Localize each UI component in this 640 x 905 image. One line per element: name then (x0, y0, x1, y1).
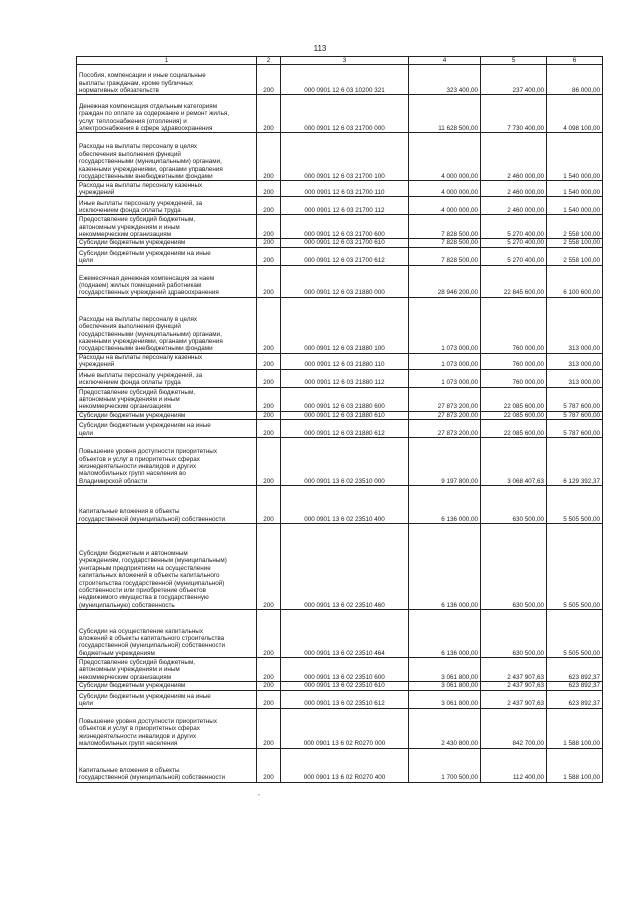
row-admin-code: 200 (257, 215, 281, 239)
row-value-col4: 4 000 000,00 (409, 133, 481, 181)
row-value-col6: 86 000,00 (547, 65, 603, 95)
row-admin-code: 200 (257, 239, 281, 247)
col-header-6: 6 (547, 57, 603, 65)
row-description: Субсидии бюджетным учреждениям (77, 239, 257, 247)
row-description: Предоставление субсидий бюджетным, автономным учреждениям и иным некоммерческим организациям (77, 215, 257, 239)
row-description: Повышение уровня доступности приоритетных объектов и услуг в приоритетных сферах жизнедеятельности инвалидов и других маломобильных групп населения (77, 708, 257, 748)
col-header-3: 3 (281, 57, 409, 65)
row-budget-code: 000 0901 12 6 03 21700 612 (281, 247, 409, 265)
row-value-col4: 27 873 200,00 (409, 420, 481, 438)
row-value-col4: 7 828 500,00 (409, 247, 481, 265)
row-value-col5: 22 085 600,00 (481, 387, 547, 411)
table-row (77, 438, 603, 486)
row-value-col5: 5 270 400,00 (481, 247, 547, 265)
row-budget-code: 000 0901 12 6 03 21880 100 (281, 297, 409, 353)
row-admin-code: 200 (257, 265, 281, 297)
row-value-col4: 4 000 000,00 (409, 181, 481, 197)
table-row (77, 181, 603, 197)
row-value-col4: 7 828 500,00 (409, 239, 481, 247)
row-value-col5: 2 437 907,63 (481, 658, 547, 682)
row-value-col6: 4 098 100,00 (547, 95, 603, 133)
row-description: Субсидии бюджетным учреждениям (77, 682, 257, 690)
row-budget-code: 000 0901 12 6 03 21880 612 (281, 420, 409, 438)
row-budget-code: 000 0901 13 6 02 R0270 400 (281, 748, 409, 782)
row-budget-code: 000 0901 12 6 03 21880 610 (281, 411, 409, 419)
row-value-col4: 1 700 500,00 (409, 748, 481, 782)
row-budget-code: 000 0901 13 6 02 23510 000 (281, 438, 409, 486)
row-description: Иные выплаты персоналу учреждений, за исключением фонда оплаты труда (77, 197, 257, 215)
row-value-col4: 11 628 500,00 (409, 95, 481, 133)
budget-table (76, 56, 603, 783)
row-value-col5: 2 460 000,00 (481, 133, 547, 181)
row-value-col4: 9 197 800,00 (409, 438, 481, 486)
row-value-col6: 623 892,37 (547, 658, 603, 682)
scan-mark: ’ (258, 793, 260, 802)
row-value-col6: 6 129 392,37 (547, 438, 603, 486)
row-value-col6: 623 892,37 (547, 682, 603, 690)
table-row (77, 297, 603, 353)
row-budget-code: 000 0901 13 6 02 23510 612 (281, 690, 409, 708)
col-header-2: 2 (257, 57, 281, 65)
row-description: Капитальные вложения в объекты государственной (муниципальной) собственности (77, 486, 257, 524)
row-budget-code: 000 0901 12 6 03 21700 610 (281, 239, 409, 247)
row-value-col4: 6 136 000,00 (409, 524, 481, 610)
row-value-col5: 22 845 600,00 (481, 265, 547, 297)
row-value-col5: 22 085 600,00 (481, 420, 547, 438)
row-value-col5: 842 700,00 (481, 708, 547, 748)
row-value-col5: 2 460 000,00 (481, 181, 547, 197)
row-description: Расходы на выплаты персоналу казенных учреждений (77, 181, 257, 197)
table-row (77, 690, 603, 708)
table-row (77, 215, 603, 239)
row-value-col4: 28 946 200,00 (409, 265, 481, 297)
row-admin-code: 200 (257, 197, 281, 215)
table-row (77, 369, 603, 387)
table-row (77, 247, 603, 265)
row-admin-code: 200 (257, 524, 281, 610)
row-value-col5: 630 500,00 (481, 524, 547, 610)
row-description: Предоставление субсидий бюджетным, автономным учреждениям и иным некоммерческим организациям (77, 658, 257, 682)
row-admin-code: 200 (257, 369, 281, 387)
table-row (77, 133, 603, 181)
row-admin-code: 200 (257, 420, 281, 438)
row-budget-code: 000 0901 13 6 02 23510 400 (281, 486, 409, 524)
row-value-col5: 760 000,00 (481, 369, 547, 387)
row-admin-code: 200 (257, 95, 281, 133)
row-admin-code: 200 (257, 65, 281, 95)
row-value-col5: 630 500,00 (481, 486, 547, 524)
table-row (77, 95, 603, 133)
table-row (77, 524, 603, 610)
row-budget-code: 000 0901 13 6 02 R0270 000 (281, 708, 409, 748)
table-row (77, 682, 603, 690)
row-value-col4: 27 873 200,00 (409, 411, 481, 419)
row-value-col5: 630 500,00 (481, 610, 547, 658)
table-row (77, 411, 603, 419)
table-row (77, 353, 603, 369)
row-value-col5: 5 270 400,00 (481, 239, 547, 247)
row-admin-code: 200 (257, 353, 281, 369)
row-value-col4: 2 430 800,00 (409, 708, 481, 748)
row-admin-code: 200 (257, 610, 281, 658)
table-row (77, 65, 603, 95)
row-admin-code: 200 (257, 748, 281, 782)
col-header-5: 5 (481, 57, 547, 65)
table-row (77, 748, 603, 782)
row-budget-code: 000 0901 12 6 03 21880 112 (281, 369, 409, 387)
row-value-col5: 237 400,00 (481, 65, 547, 95)
row-value-col6: 313 000,00 (547, 353, 603, 369)
row-value-col4: 7 828 500,00 (409, 215, 481, 239)
row-value-col6: 1 540 000,00 (547, 133, 603, 181)
row-description: Повышение уровня доступности приоритетных объектов и услуг в приоритетных сферах жизнедеятельности инвалидов и других маломобильных групп населения во Владимирской области (77, 438, 257, 486)
row-value-col4: 1 073 000,00 (409, 353, 481, 369)
row-description: Субсидии бюджетным учреждениям на иные цели (77, 247, 257, 265)
budget-table-container (76, 56, 602, 783)
row-value-col6: 5 505 500,00 (547, 610, 603, 658)
row-description: Субсидии бюджетным учреждениям на иные цели (77, 690, 257, 708)
row-budget-code: 000 0901 12 6 03 21700 000 (281, 95, 409, 133)
col-header-1: 1 (77, 57, 257, 65)
row-value-col4: 4 000 000,00 (409, 197, 481, 215)
row-value-col5: 760 000,00 (481, 353, 547, 369)
page-number: 113 (313, 44, 327, 53)
row-description: Ежемесячная денежная компенсация за наем (поднаем) жилых помещений работникам государственных учреждений здравоохранения (77, 265, 257, 297)
table-row (77, 197, 603, 215)
row-value-col4: 3 061 800,00 (409, 690, 481, 708)
row-description: Субсидии на осуществление капитальных вложений в объекты капитального строительства государственной (муниципальной) собственности бюджетным учреждениям (77, 610, 257, 658)
row-value-col6: 5 787 600,00 (547, 387, 603, 411)
column-number-row (77, 57, 603, 65)
row-description: Капитальные вложения в объекты государственной (муниципальной) собственности (77, 748, 257, 782)
row-value-col6: 2 558 100,00 (547, 239, 603, 247)
row-value-col5: 22 085 600,00 (481, 411, 547, 419)
row-admin-code: 200 (257, 297, 281, 353)
row-value-col6: 313 000,00 (547, 297, 603, 353)
row-admin-code: 200 (257, 411, 281, 419)
row-value-col4: 323 400,00 (409, 65, 481, 95)
row-description: Расходы на выплаты персоналу в целях обеспечения выполнения функций государственными (муниципальными) органами, казенными учреждениями, органами управления государственными внебюджетными фондами (77, 133, 257, 181)
row-value-col4: 6 136 000,00 (409, 486, 481, 524)
row-budget-code: 000 0901 12 6 03 21700 600 (281, 215, 409, 239)
row-value-col5: 760 000,00 (481, 297, 547, 353)
row-value-col5: 2 460 000,00 (481, 197, 547, 215)
row-value-col6: 6 100 600,00 (547, 265, 603, 297)
table-row (77, 239, 603, 247)
row-description: Расходы на выплаты персоналу в целях обеспечения выполнения функций государственными (муниципальными) органами, казенными учреждениями, органами управления государственными внебюджетными фондами (77, 297, 257, 353)
row-value-col6: 623 892,37 (547, 690, 603, 708)
row-value-col5: 112 400,00 (481, 748, 547, 782)
row-value-col4: 27 873 200,00 (409, 387, 481, 411)
row-value-col4: 3 061 800,00 (409, 682, 481, 690)
table-row (77, 610, 603, 658)
row-budget-code: 000 0901 12 6 03 21700 100 (281, 133, 409, 181)
row-value-col4: 1 073 000,00 (409, 297, 481, 353)
row-admin-code: 200 (257, 708, 281, 748)
row-value-col6: 5 787 600,00 (547, 420, 603, 438)
row-budget-code: 000 0901 13 6 02 23510 610 (281, 682, 409, 690)
row-admin-code: 200 (257, 247, 281, 265)
row-value-col5: 3 068 407,63 (481, 438, 547, 486)
row-value-col6: 1 540 000,00 (547, 181, 603, 197)
row-value-col5: 5 270 400,00 (481, 215, 547, 239)
row-description: Расходы на выплаты персоналу казенных учреждений (77, 353, 257, 369)
row-value-col6: 1 588 100,00 (547, 748, 603, 782)
row-budget-code: 000 0901 12 6 03 21700 110 (281, 181, 409, 197)
row-description: Денежная компенсация отдельным категориям граждан по оплате за содержание и ремонт жилья, услуг теплоснабжения (отопления) и электроснабжения в сфере здравоохранения (77, 95, 257, 133)
table-row (77, 658, 603, 682)
row-value-col4: 3 061 800,00 (409, 658, 481, 682)
row-value-col6: 1 540 000,00 (547, 197, 603, 215)
row-value-col4: 6 136 000,00 (409, 610, 481, 658)
row-admin-code: 200 (257, 658, 281, 682)
row-description: Субсидии бюджетным и автономным учреждениям, государственным (муниципальным) унитарным предприятиям на осуществление капитальных вложений в объекты капитального строительства государственной (муниципальной) собственности или приобретение объектов недвижимого имущества в государственную (муниципальную) собственность (77, 524, 257, 610)
row-description: Пособия, компенсации и иные социальные выплаты гражданам, кроме публичных нормативных обязательств (77, 65, 257, 95)
row-description: Субсидии бюджетным учреждениям (77, 411, 257, 419)
row-admin-code: 200 (257, 181, 281, 197)
row-admin-code: 200 (257, 682, 281, 690)
row-budget-code: 000 0901 12 6 03 21880 110 (281, 353, 409, 369)
row-budget-code: 000 0901 12 6 03 21880 000 (281, 265, 409, 297)
table-row (77, 708, 603, 748)
row-admin-code: 200 (257, 133, 281, 181)
row-value-col6: 5 787 600,00 (547, 411, 603, 419)
table-row (77, 486, 603, 524)
table-body (77, 65, 603, 782)
row-description: Предоставление субсидий бюджетным, автономным учреждениям и иным некоммерческим организациям (77, 387, 257, 411)
row-value-col6: 1 588 100,00 (547, 708, 603, 748)
row-value-col5: 2 437 907,63 (481, 682, 547, 690)
table-row (77, 387, 603, 411)
row-budget-code: 000 0901 12 6 03 10200 321 (281, 65, 409, 95)
row-budget-code: 000 0901 12 6 03 21880 600 (281, 387, 409, 411)
row-admin-code: 200 (257, 486, 281, 524)
row-budget-code: 000 0901 13 6 02 23510 460 (281, 524, 409, 610)
table-row (77, 265, 603, 297)
row-description: Иные выплаты персоналу учреждений, за исключением фонда оплаты труда (77, 369, 257, 387)
row-value-col5: 7 730 400,00 (481, 95, 547, 133)
row-admin-code: 200 (257, 690, 281, 708)
row-value-col4: 1 073 000,00 (409, 369, 481, 387)
row-value-col6: 2 558 100,00 (547, 215, 603, 239)
row-budget-code: 000 0901 13 6 02 23510 600 (281, 658, 409, 682)
row-value-col6: 313 000,00 (547, 369, 603, 387)
row-value-col5: 2 437 907,63 (481, 690, 547, 708)
table-row (77, 420, 603, 438)
row-admin-code: 200 (257, 438, 281, 486)
col-header-4: 4 (409, 57, 481, 65)
row-description: Субсидии бюджетным учреждениям на иные цели (77, 420, 257, 438)
row-value-col6: 5 505 500,00 (547, 486, 603, 524)
row-value-col6: 5 505 500,00 (547, 524, 603, 610)
row-admin-code: 200 (257, 387, 281, 411)
row-budget-code: 000 0901 13 6 02 23510 464 (281, 610, 409, 658)
row-budget-code: 000 0901 12 6 03 21700 112 (281, 197, 409, 215)
row-value-col6: 2 558 100,00 (547, 247, 603, 265)
